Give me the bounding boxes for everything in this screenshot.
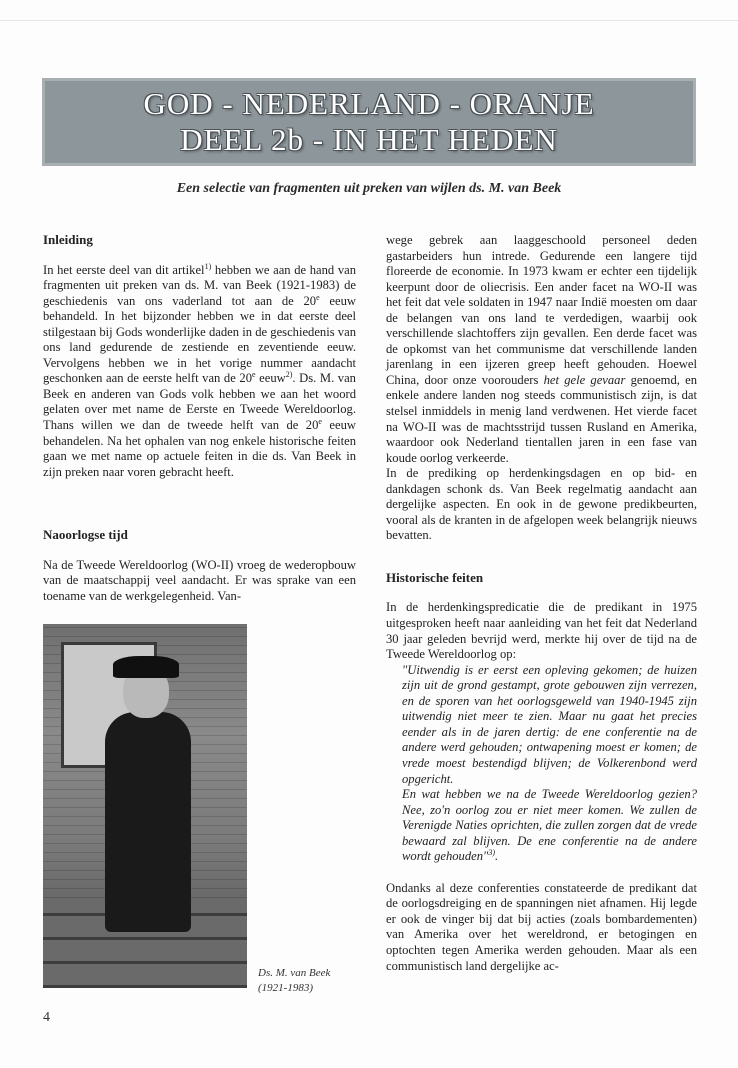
page-number: 4 xyxy=(43,1010,50,1025)
quote-1: "Uitwendig is er eerst een opleving gekomen; de huizen zijn uit de grond gestampt, grote gebouwen zijn verrezen, en de sporen van het oorlogsgeweld van 1940-1945 zijn uitwendig niet meer te zien. Maar nu gaat het precies eender als in de jaren dertig: de ene conferentie na de andere werd gehouden; ontwapening moest er komen; de vrede moest bestendigd blijven; de Volkerenbond werd opgericht. xyxy=(402,662,697,786)
paragraph-naoorlogse-left: Na de Tweede Wereldoorlog (WO-II) vroeg de wederopbouw van de maatschappij veel aandacht. Er was sprake van een toename van de werkgelegenheid. Van- xyxy=(43,557,356,603)
caption-name: Ds. M. van Beek xyxy=(258,967,331,979)
photo-caption xyxy=(258,966,330,996)
portrait-photo xyxy=(43,624,247,988)
title-line-2: DEEL 2b - IN HET HEDEN xyxy=(180,122,558,157)
left-column-top xyxy=(43,232,356,480)
quote-2: En wat hebben we na de Tweede Wereldoorlog gezien? Nee, zo'n oorlog zou er niet meer komen. We zullen de Verenigde Naties oprichten, die zullen zorgen dat de vrede bewaard zal blijven. De ene conferentie na de andere wordt gehouden"$^{3)}$. xyxy=(402,787,697,864)
subtitle: Een selectie van fragmenten uit preken van wijlen ds. M. van Beek xyxy=(176,181,562,196)
paragraph-historische-intro: In de herdenkingspredicatie die de predikant in 1975 uitgesproken heeft naar aanleiding van het feit dat Nederland 30 jaar geleden bevrijd werd, merkte hij over de tijd na de Tweede Wereldoorlog op: xyxy=(386,600,697,662)
top-rule xyxy=(0,20,738,21)
paragraph-ondanks: Ondanks al deze conferenties constateerde de predikant dat de oorlogsdreiging en de spanningen niet afnamen. Hij legde er ook de vinger bij dat bij acties (zoals bombardementen) van Amerika over het wereldrond, er betogingen en optochten tegen Amerika werden gehouden. Maar als een communistisch land dergelijke ac- xyxy=(386,880,697,973)
left-column-naoorlogse xyxy=(43,527,356,604)
paragraph-inleiding: In het eerste deel van dit artikel$^{1)}$ hebben we aan de hand van fragmenten uit preken van ds. M. van Beek (1921-1983) de geschiedenis van ons vaderland tot aan de 20e eeuw behandeld. In het bijzonder hebben we in dat eerste deel stilgestaan bij Gods wonderlijke daden in de geschiedenis van ons land gedurende de zestiende en zeventiende eeuw. Vervolgens hebben we in het vorige nummer aandacht geschonken aan de eerste helft van de 20e eeuw$^{2)}$. Ds. M. van Beek en anderen van Gods volk hebben we aan het woord gelaten over met name de Eerste en Tweede Wereldoorlog. Thans willen we dan de tweede helft van de 20e eeuw behandelen. Na het ophalen van nog enkele historische feiten gaan we met name op actuele feiten in die ds. Van Beek in zijn preken naar voren gebracht heeft. xyxy=(43,261,356,479)
right-column xyxy=(386,233,697,974)
title-line-1: GOD - NEDERLAND - ORANJE xyxy=(143,86,595,121)
heading-historische: Historische feiten xyxy=(386,569,484,585)
caption-years: (1921-1983) xyxy=(258,982,313,994)
heading-naoorlogse: Naoorlogse tijd xyxy=(43,527,128,542)
heading-inleiding: Inleiding xyxy=(43,232,93,247)
paragraph-naoorlogse-right: wege gebrek aan laaggeschoold personeel deden gastarbeiders hun intrede. Gedurende een langere tijd floreerde de economie. In 1973 kwam er echter een tijdelijk keerpunt door de oliecrisis. Een ander facet na WO-II was het feit dat vele soldaten in 1947 naar Indië moesten om daar de belangen van ons land te verdedigen, waarbij ook verschillende slachtoffers zijn gevallen. Een derde facet was de opkomst van het communisme dat verschillende landen jarenlang in een ijzeren greep heeft gehouden. Hoewel China, door onze voorouders het gele gevaar genoemd, en enkele andere landen nog steeds communistisch zijn, is dat stelsel inmiddels in menig land verdwenen. Het vierde facet na WO-II was de machtsstrijd tussen Rusland en Amerika, waardoor ook Nederland tientallen jaren in een fase van koude oorlog verkeerde. xyxy=(386,233,697,465)
paragraph-prediking: In de prediking op herdenkingsdagen en op bid- en dankdagen schonk ds. Van Beek regelmatig aandacht aan dergelijke aspecten. En ook in de gewone predikbeurten, vooral als de kranten in de afgelopen week belangrijk nieuws bevatten. xyxy=(386,466,697,543)
title-banner xyxy=(42,78,696,166)
